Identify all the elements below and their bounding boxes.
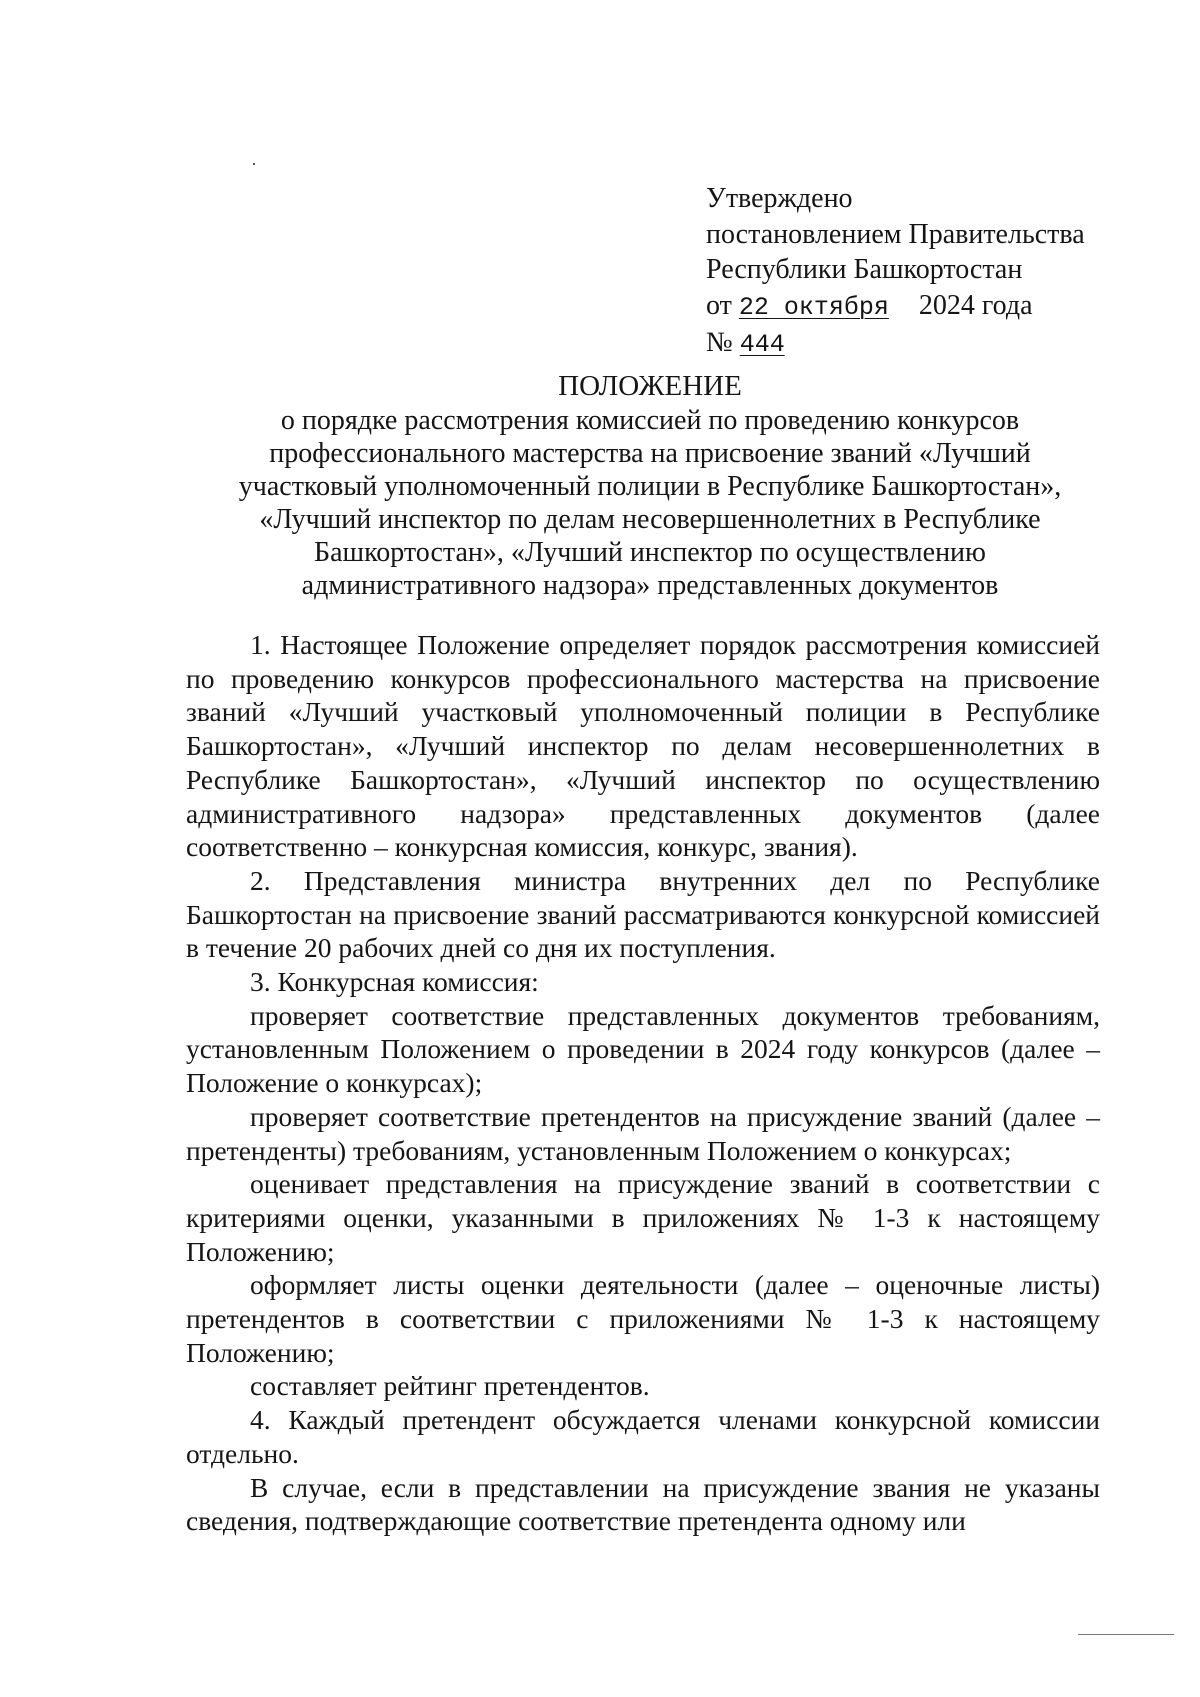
title-line: Башкортостан», «Лучший инспектор по осуществлению: [314, 537, 986, 568]
approval-line-2: постановлением Правительства: [706, 218, 1085, 250]
number-prefix: №: [706, 327, 733, 358]
scan-mark: [1078, 1634, 1174, 1635]
paragraph-3-item-4: оформляет листы оценки деятельности (далее – оценочные листы) претендентов в соответствии с приложениями № 1-3 к настоящему Положению;: [186, 1269, 1100, 1368]
number-value: 444: [739, 330, 785, 359]
paragraph-4: 4. Каждый претендент обсуждается членами конкурсной комиссии отдельно.: [186, 1404, 1100, 1469]
paragraph-3-item-3: оценивает представления на присуждение званий в соответствии с критериями оценки, указанными в приложениях № 1-3 к настоящему Положению;: [186, 1168, 1100, 1267]
approval-stamp: [706, 181, 1166, 363]
paragraph-2: 2. Представления министра внутренних дел по Республике Башкортостан на присвоение званий рассматриваются конкурсной комиссией в течение 20 рабочих дней со дня их поступления.: [186, 864, 1100, 964]
paragraph-3-item-1: проверяет соответствие представленных документов требованиям, установленным Положением о проведении в 2024 году конкурсов (далее – Положение о конкурсах);: [186, 999, 1100, 1099]
date-year: 2024 года: [918, 289, 1033, 321]
date-day-month: 22 октября: [738, 292, 889, 322]
scan-speck: [253, 163, 255, 165]
document-title: [190, 370, 1110, 602]
title-heading: ПОЛОЖЕНИЕ: [558, 370, 742, 402]
title-line: «Лучший инспектор по делам несовершеннолетних в Республике: [259, 504, 1041, 535]
paragraph-4-continued: В случае, если в представлении на присуждение звания не указаны сведения, подтверждающие соответствие претендента одному или: [186, 1471, 1100, 1537]
title-line: административного надзора» представленных документов: [301, 570, 999, 601]
title-line: о порядке рассмотрения комиссией по проведению конкурсов: [280, 405, 1020, 436]
date-prefix: от: [706, 289, 732, 321]
approval-number: [706, 325, 1166, 363]
paragraph-3-item-2: проверяет соответствие претендентов на присуждение званий (далее – претенденты) требованиям, установленным Положением о конкурсах;: [186, 1100, 1100, 1166]
document-body: [186, 628, 1100, 1538]
title-line: участковый уполномоченный полиции в Республике Башкортостан»,: [238, 471, 1062, 502]
paragraph-1: 1. Настоящее Положение определяет порядок рассмотрения комиссией по проведению конкурсов профессионального мастерства на присвоение званий «Лучший участковый уполномоченный полиции в Республике Башкортостан», «Лучший инспектор по делам несовершеннолетних в Республике Башкортостан», «Лучший инспектор по осуществлению административного надзора» представленных документов (далее соответственно – конкурсная комиссия, конкурс, звания).: [186, 629, 1100, 863]
approval-line-3: Республики Башкортостан: [706, 254, 1023, 285]
paragraph-3-item-5: составляет рейтинг претендентов.: [250, 1370, 650, 1402]
approval-line-1: Утверждено: [706, 183, 853, 214]
title-line: профессионального мастерства на присвоение званий «Лучший: [269, 438, 1031, 469]
paragraph-3: 3. Конкурсная комиссия:: [250, 966, 539, 998]
approval-date: [706, 288, 1166, 326]
